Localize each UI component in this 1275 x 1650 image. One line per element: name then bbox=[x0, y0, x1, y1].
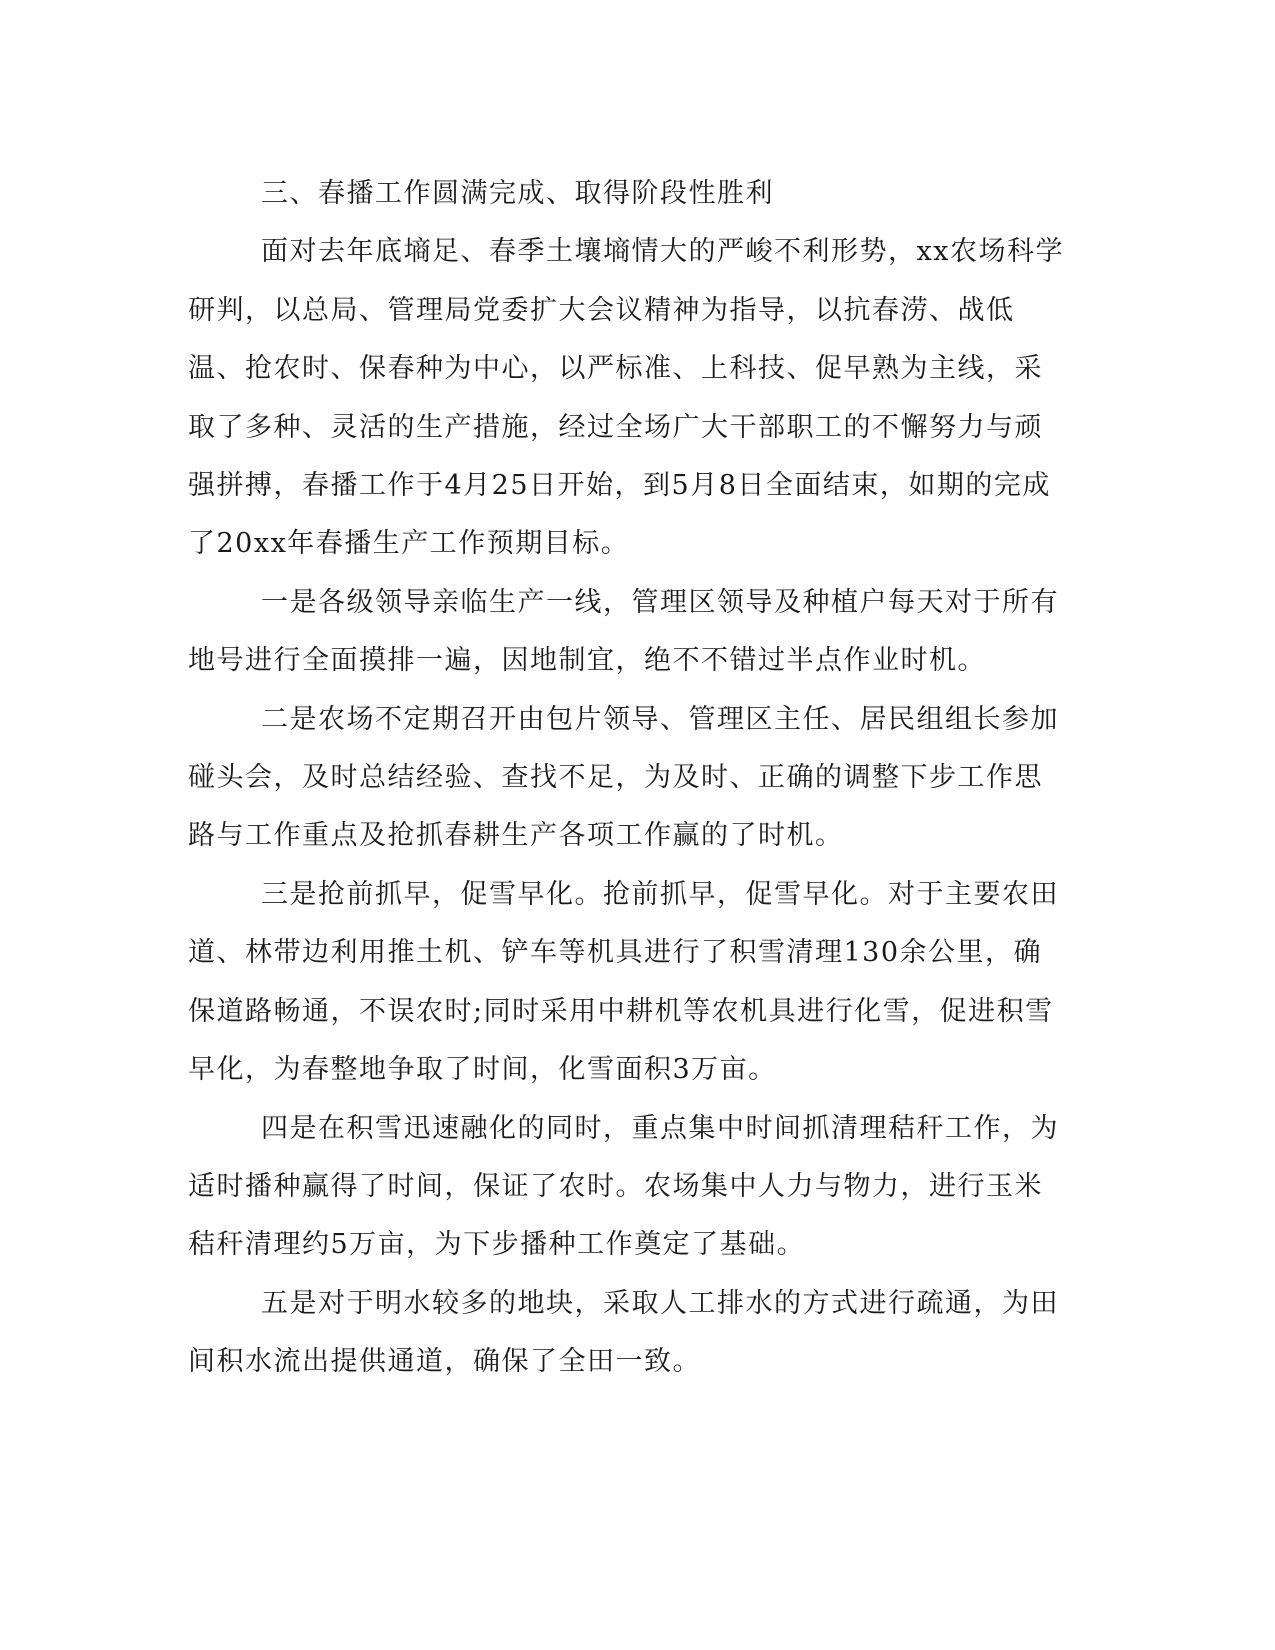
paragraph-spring-sowing-summary: 面对去年底墒足、春季土壤墒情大的严峻不利形势，xx农场科学研判，以总局、管理局党委扩大会议精神为指导，以抗春涝、战低温、抢农时、保春种为中心，以严标准、上科技、促早熟为主线，采取了多种、灵活的生产措施，经过全场广大干部职工的不懈努力与顽强拼搏，春播工作于4月25日开始，到5月8日全面结束，如期的完成了20xx年春播生产工作预期目标。 bbox=[188, 236, 1064, 560]
paragraph-point-four: 四是在积雪迅速融化的同时，重点集中时间抓清理秸秆工作，为适时播种赢得了时间，保证了农时。农场集中人力与物力，进行玉米秸秆清理约5万亩，为下步播种工作奠定了基础。 bbox=[188, 1112, 1059, 1261]
paragraph-point-three: 三是抢前抓早，促雪早化。抢前抓早，促雪早化。对于主要农田道、林带边利用推土机、铲车等机具进行了积雪清理130余公里，确保道路畅通，不误农时;同时采用中耕机等农机具进行化雪，促进积雪早化，为春整地争取了时间，化雪面积3万亩。 bbox=[188, 878, 1059, 1086]
paragraph-point-one: 一是各级领导亲临生产一线，管理区领导及种植户每天对于所有地号进行全面摸排一遍，因地制宜，绝不不错过半点作业时机。 bbox=[188, 586, 1059, 677]
document-body bbox=[188, 165, 1068, 1392]
paragraph-point-two: 二是农场不定期召开由包片领导、管理区主任、居民组组长参加碰头会，及时总结经验、查找不足，为及时、正确的调整下步工作思路与工作重点及抢抓春耕生产各项工作赢的了时机。 bbox=[188, 703, 1059, 852]
paragraph-point-five: 五是对于明水较多的地块，采取人工排水的方式进行疏通，为田间积水流出提供通道，确保了全田一致。 bbox=[188, 1287, 1059, 1378]
section-heading: 三、春播工作圆满完成、取得阶段性胜利 bbox=[261, 178, 774, 209]
